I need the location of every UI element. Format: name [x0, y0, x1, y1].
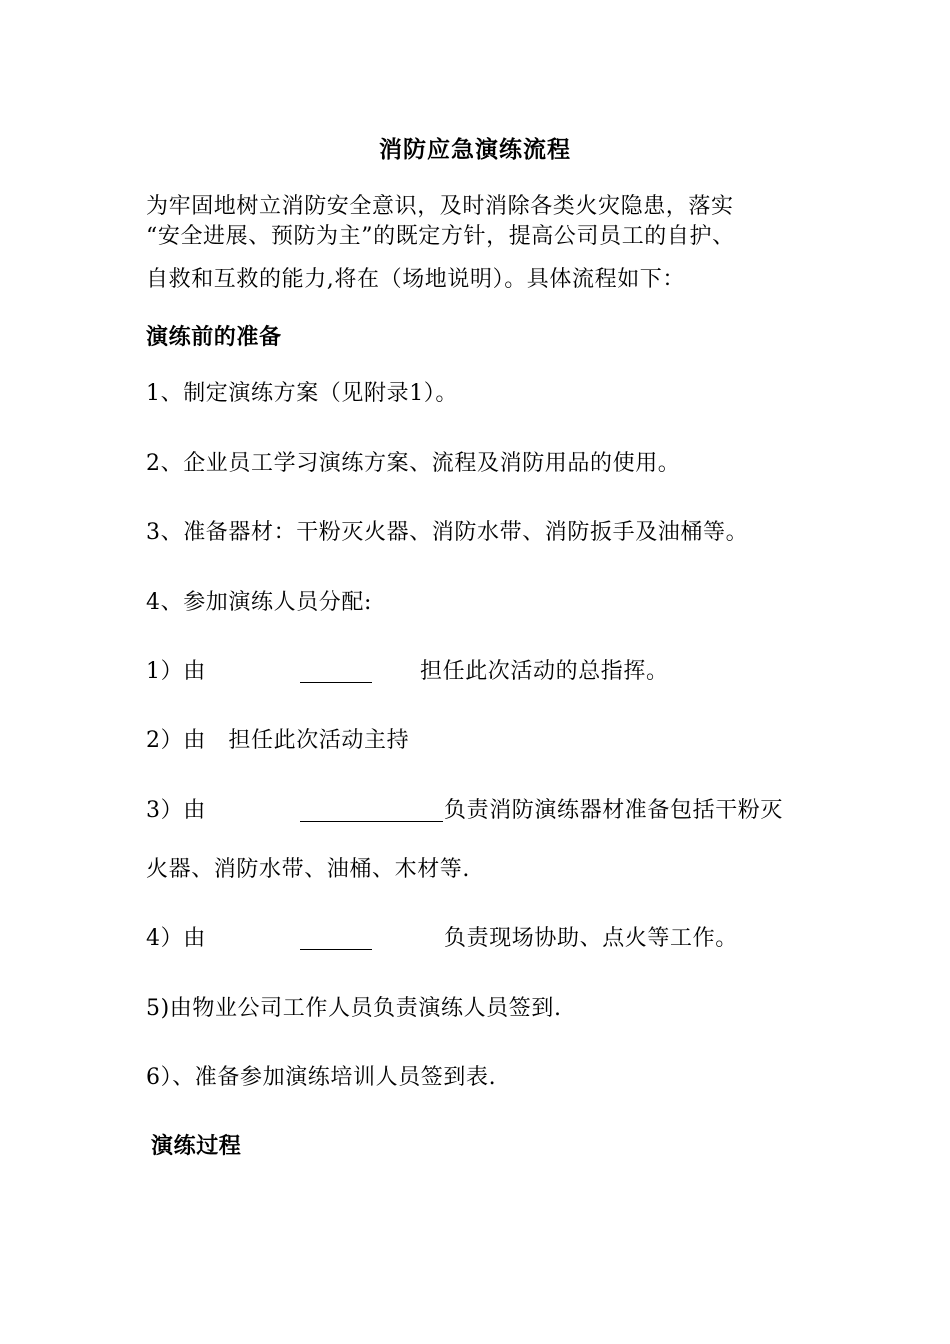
assignment-4	[146, 925, 846, 953]
blank-line	[300, 658, 372, 683]
assignment-prefix: 1）由	[146, 659, 206, 684]
assignment-5: 5)由物业公司工作人员负责演练人员签到.	[146, 996, 562, 1021]
intro-line-3: 自救和互救的能力,将在（场地说明）。具体流程如下：	[146, 267, 685, 292]
list-item: 1、制定演练方案（见附录1）。	[146, 381, 458, 406]
list-item: 4、参加演练人员分配:	[146, 590, 373, 615]
assignment-text: 担任此次活动的总指挥。	[420, 659, 669, 684]
list-item: 3、准备器材：干粉灭火器、消防水带、消防扳手及油桶等。	[146, 520, 749, 545]
assignment-3-continued: 火器、消防水带、油桶、木材等.	[146, 857, 470, 882]
assignment-prefix: 4）由	[146, 926, 206, 951]
assignment-6: 6）、准备参加演练培训人员签到表.	[146, 1065, 497, 1090]
list-item: 2、企业员工学习演练方案、流程及消防用品的使用。	[146, 451, 681, 476]
blank-line	[300, 925, 372, 950]
assignment-1	[146, 658, 846, 686]
intro-line-1: 为牢固地树立消防安全意识，及时消除各类火灾隐患，落实	[146, 194, 734, 219]
assignment-2: 2）由 担任此次活动主持	[146, 728, 410, 753]
blank-line	[300, 797, 443, 822]
document-title: 消防应急演练流程	[379, 137, 571, 163]
assignment-text: 负责消防演练器材准备包括干粉灭	[444, 798, 784, 823]
assignment-3	[146, 797, 846, 825]
section-heading-process: 演练过程	[151, 1134, 242, 1159]
section-heading-preparation: 演练前的准备	[146, 325, 282, 350]
assignment-text: 负责现场协助、点火等工作。	[444, 926, 738, 951]
intro-line-2: “安全进展、预防为主”的既定方针，提高公司员工的自护、	[146, 224, 735, 249]
assignment-prefix: 3）由	[146, 798, 206, 823]
